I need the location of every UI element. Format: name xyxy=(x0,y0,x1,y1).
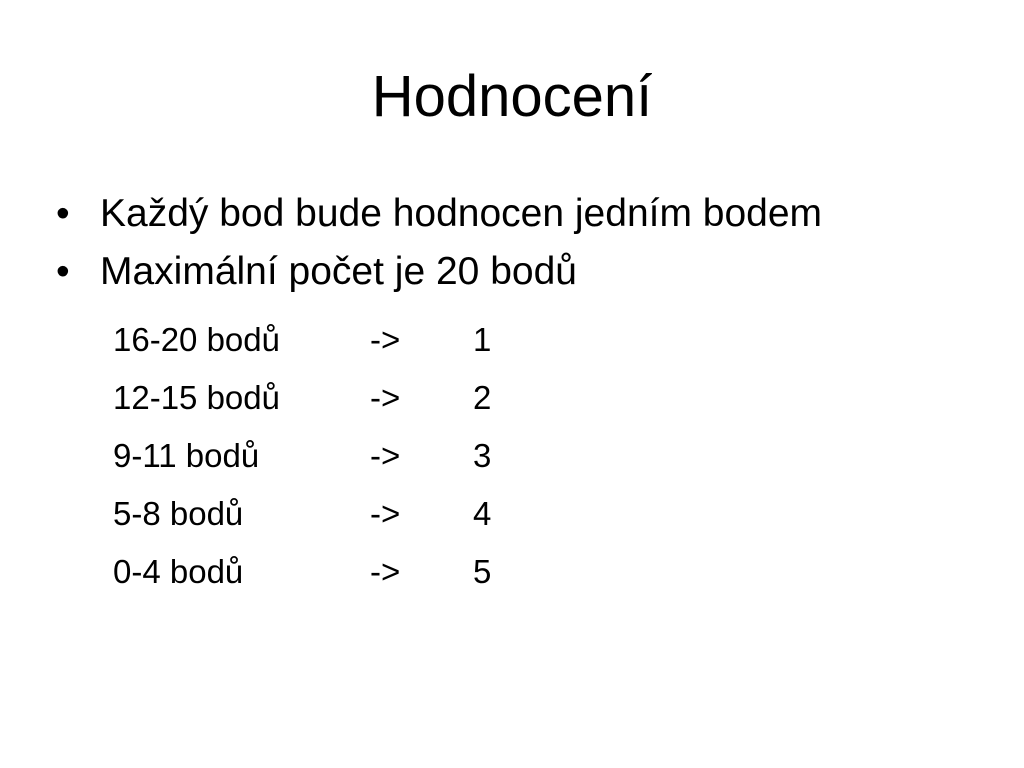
points-range: 0-4 bodů xyxy=(113,553,244,590)
points-range: 5-8 bodů xyxy=(113,495,244,532)
arrow-symbol: -> xyxy=(370,437,401,474)
points-range: 12-15 bodů xyxy=(113,379,280,416)
grading-row xyxy=(113,376,533,434)
bullet-text: Maximální počet je 20 bodů xyxy=(100,250,577,293)
bullet-marker: • xyxy=(56,250,70,293)
grading-table xyxy=(113,318,533,608)
slide-title: Hodnocení xyxy=(371,64,653,129)
grade-value: 3 xyxy=(473,437,492,474)
points-range: 9-11 bodů xyxy=(113,437,260,474)
grade-value: 2 xyxy=(473,379,492,416)
bullet-text: Každý bod bude hodnocen jedním bodem xyxy=(100,192,823,235)
grade-value: 4 xyxy=(473,495,492,532)
grading-row xyxy=(113,550,533,608)
grade-value: 1 xyxy=(473,321,492,358)
arrow-symbol: -> xyxy=(370,553,401,590)
grading-row xyxy=(113,318,533,376)
arrow-symbol: -> xyxy=(370,379,401,416)
grading-row xyxy=(113,434,533,492)
bullet-marker: • xyxy=(56,192,70,235)
grading-row xyxy=(113,492,533,550)
points-range: 16-20 bodů xyxy=(113,321,280,358)
grade-value: 5 xyxy=(473,553,492,590)
arrow-symbol: -> xyxy=(370,495,401,532)
arrow-symbol: -> xyxy=(370,321,401,358)
